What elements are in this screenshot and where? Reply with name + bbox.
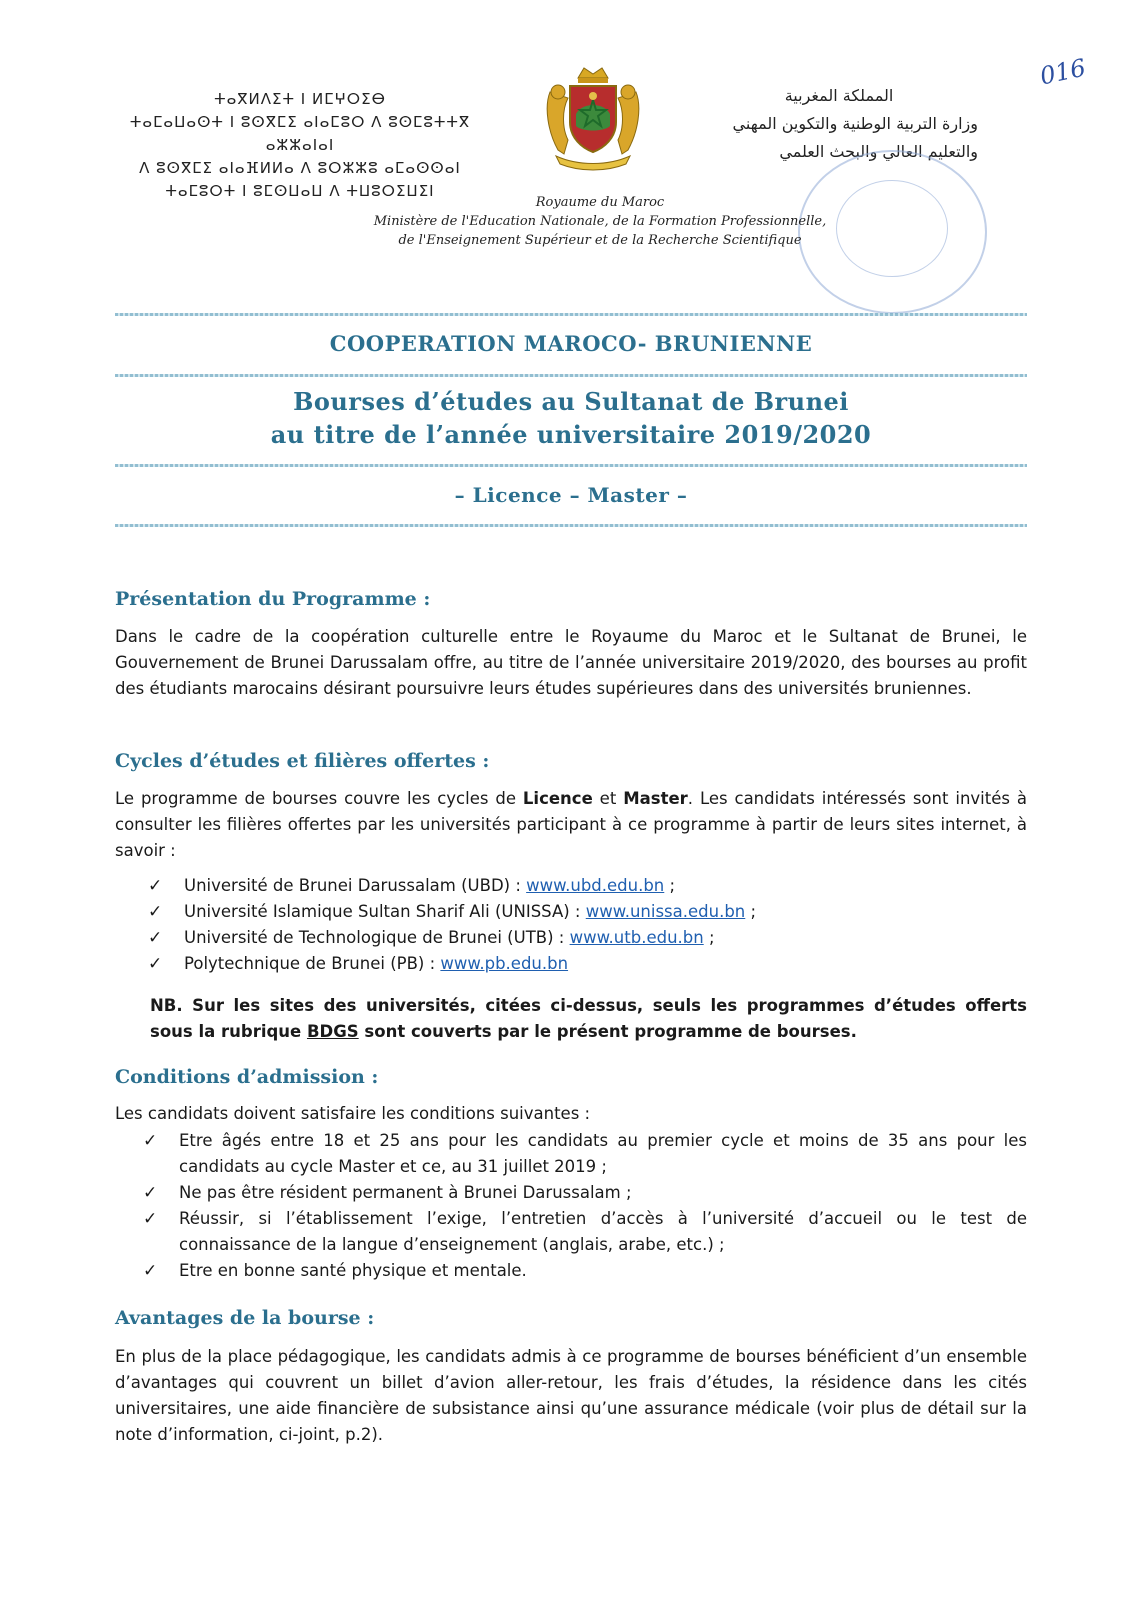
- university-link-utb[interactable]: www.utb.edu.bn: [569, 928, 704, 947]
- checkmark-icon: ✓: [143, 1209, 158, 1229]
- arabic-header: [700, 82, 978, 166]
- official-stamp-inner: [836, 180, 948, 277]
- licence-emphasis: Licence: [522, 789, 593, 808]
- text-run: NB. Sur les sites des universités, citées ci-dessus, seuls les programmes d’études offerts sous la rubrique: [150, 996, 1027, 1041]
- cooperation-title: COOPERATION MAROCO- BRUNIENNE: [329, 331, 813, 356]
- condition-text: Etre âgés entre 18 et 25 ans pour les candidats au premier cycle et moins de 35 ans pour les candidats au cycle Master et ce, au 31 juillet 2019 ;: [179, 1131, 1027, 1176]
- text-run: sont couverts par le présent programme de bourses.: [358, 1022, 857, 1041]
- checkmark-icon: ✓: [148, 954, 163, 974]
- list-item: [143, 1206, 1027, 1258]
- divider: [115, 313, 1027, 316]
- conditions-list: [143, 1128, 1027, 1284]
- checkmark-icon: ✓: [148, 876, 163, 896]
- university-name: Université Islamique Sultan Sharif Ali (UNISSA) :: [184, 902, 586, 921]
- coat-of-arms-emblem: [538, 62, 648, 172]
- amazigh-line: ⵜⴰⵎⵓⵔⵜ ⵏ ⵓⵎⵙⵡⴰⵡ ⴷ ⵜⵡⵓⵔⵉⵡⵉⵏ: [165, 182, 435, 200]
- list-item: [143, 1128, 1027, 1180]
- list-item: [148, 925, 1008, 951]
- arabic-line: المملكة المغربية: [784, 86, 894, 105]
- condition-text: Ne pas être résident permanent à Brunei Darussalam ;: [179, 1183, 632, 1202]
- main-title-line1: Bourses d’études au Sultanat de Brunei: [293, 387, 849, 416]
- cycles-paragraph: [115, 786, 1027, 864]
- checkmark-icon: ✓: [148, 928, 163, 948]
- main-title-line2: au titre de l’année universitaire 2019/2020: [270, 420, 872, 449]
- bdgs-label: BDGS: [306, 1022, 359, 1041]
- university-list: [148, 873, 1008, 977]
- list-item: [148, 951, 1008, 977]
- university-link-pb[interactable]: www.pb.edu.bn: [440, 954, 569, 973]
- section-heading-presentation: Présentation du Programme :: [115, 588, 431, 610]
- university-name: Université de Brunei Darussalam (UBD) :: [184, 876, 527, 895]
- master-emphasis: Master: [623, 789, 688, 808]
- divider: [115, 374, 1027, 377]
- section-heading-avantages: Avantages de la bourse :: [115, 1307, 375, 1329]
- amazigh-header: [120, 88, 480, 203]
- avantages-paragraph: En plus de la place pédagogique, les candidats admis à ce programme de bourses bénéficient d’un ensemble d’avantages qui couvrent un billet d’avion aller-retour, les frais d’études, la résidence dans les cités universitaires, une aide financière de subsistance ainsi qu’une assurance médicale (voir plus de détail sur la note d’information, ci-joint, p.2).: [115, 1347, 1027, 1444]
- amazigh-line: ⵜⴰⴳⵍⴷⵉⵜ ⵏ ⵍⵎⵖⵔⵉⴱ: [214, 90, 386, 108]
- university-name: Université de Technologique de Brunei (UTB) :: [184, 928, 570, 947]
- amazigh-line: ⵜⴰⵎⴰⵡⴰⵙⵜ ⵏ ⵓⵙⴳⵎⵉ ⴰⵏⴰⵎⵓⵔ ⴷ ⵓⵙⵎⵓⵜⵜⴳ ⴰⵣⵣⴰⵏⴰⵏ: [129, 113, 471, 154]
- section-heading-conditions: Conditions d’admission :: [115, 1066, 379, 1088]
- list-item: [148, 899, 1008, 925]
- list-item: [143, 1258, 1027, 1284]
- university-link-unissa[interactable]: www.unissa.edu.bn: [585, 902, 746, 921]
- university-link-ubd[interactable]: www.ubd.edu.bn: [526, 876, 665, 895]
- text-run: ;: [703, 928, 715, 947]
- text-run: . Les candidats intéressés sont invités à consulter les filières offertes par les universités participant à ce programme à partir de leurs sites internet, à savoir :: [115, 789, 1027, 860]
- checkmark-icon: ✓: [143, 1131, 158, 1151]
- conditions-intro: Les candidats doivent satisfaire les conditions suivantes :: [115, 1104, 591, 1123]
- checkmark-icon: ✓: [143, 1183, 158, 1203]
- checkmark-icon: ✓: [143, 1261, 158, 1281]
- french-header: [350, 193, 850, 250]
- divider: [115, 524, 1027, 527]
- condition-text: Réussir, si l’établissement l’exige, l’entretien d’accès à l’université d’accueil ou le test de connaissance de la langue d’enseignement (anglais, arabe, etc.) ;: [179, 1209, 1027, 1254]
- checkmark-icon: ✓: [148, 902, 163, 922]
- list-item: [143, 1180, 1027, 1206]
- arabic-line: وزارة التربية الوطنية والتكوين المهني: [732, 114, 978, 133]
- handwritten-mark: 016: [1037, 53, 1089, 91]
- text-run: Le programme de bourses couvre les cycles de: [115, 789, 523, 808]
- presentation-paragraph: Dans le cadre de la coopération culturelle entre le Royaume du Maroc et le Sultanat de Brunei, le Gouvernement de Brunei Darussalam offre, au titre de l’année universitaire 2019/2020, des bourses au profit des étudiants marocains désirant poursuivre leurs études supérieures dans des universités bruniennes.: [115, 627, 1027, 698]
- university-name: Polytechnique de Brunei (PB) :: [184, 954, 441, 973]
- royaume-line: Royaume du Maroc: [535, 195, 665, 210]
- text-run: ;: [664, 876, 676, 895]
- text-run: ;: [745, 902, 757, 921]
- amazigh-line: ⴷ ⵓⵙⴳⵎⵉ ⴰⵏⴰⴼⵍⵍⴰ ⴷ ⵓⵔⵣⵣⵓ ⴰⵎⴰⵙⵙⴰⵏ: [139, 159, 461, 177]
- levels-title: – Licence – Master –: [454, 483, 688, 507]
- ministere-line: de l'Enseignement Supérieur et de la Recherche Scientifique: [398, 233, 802, 248]
- ministere-line: Ministère de l'Education Nationale, de la Formation Professionnelle,: [373, 214, 827, 229]
- arabic-line: والتعليم العالي والبحث العلمي: [779, 142, 978, 161]
- list-item: [148, 873, 1008, 899]
- nb-note: [150, 993, 1027, 1045]
- text-run: et: [592, 789, 624, 808]
- section-heading-cycles: Cycles d’études et filières offertes :: [115, 750, 490, 772]
- divider: [115, 464, 1027, 467]
- condition-text: Etre en bonne santé physique et mentale.: [179, 1261, 527, 1280]
